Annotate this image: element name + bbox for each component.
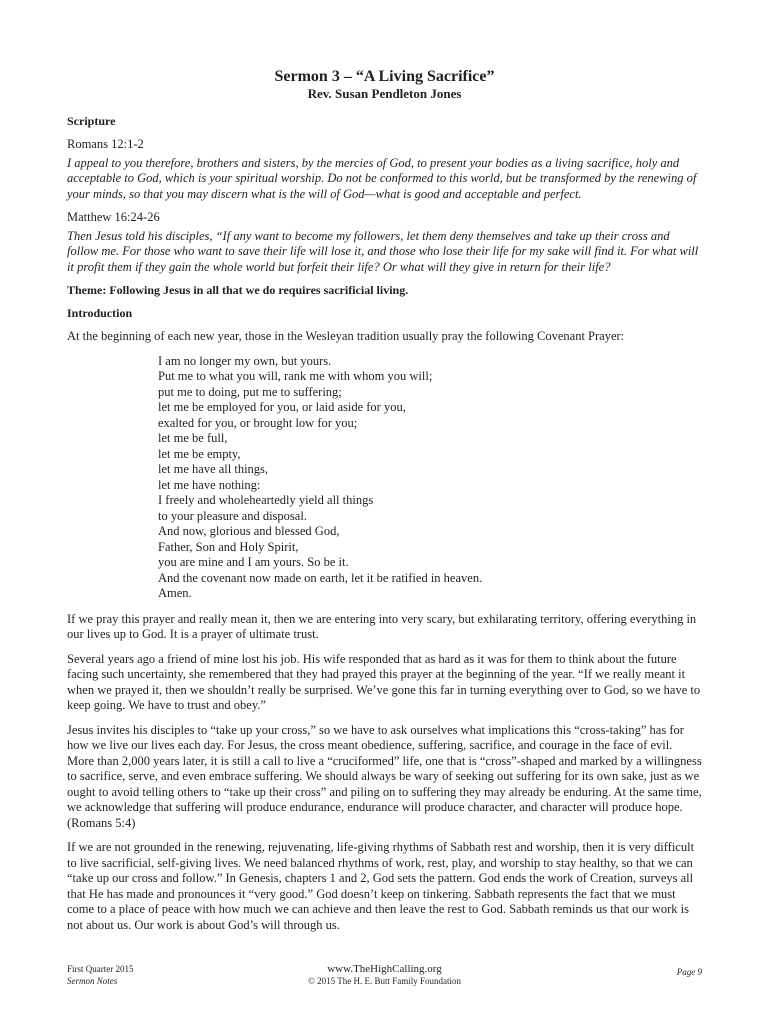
sermon-author: Rev. Susan Pendleton Jones xyxy=(307,86,462,101)
sermon-title: Sermon 3 – “A Living Sacrifice” xyxy=(274,68,495,85)
prayer-line: put me to doing, put me to suffering; xyxy=(158,384,342,399)
prayer-line: Father, Son and Holy Spirit, xyxy=(158,539,299,554)
prayer-line: let me have all things, xyxy=(158,462,269,476)
introduction-heading: Introduction xyxy=(67,306,133,320)
footer-center xyxy=(67,963,702,987)
footer-url-link[interactable]: www.TheHighCalling.org xyxy=(327,963,442,975)
page-footer xyxy=(67,963,702,993)
scripture-ref-romans: Romans 12:1-2 xyxy=(67,137,144,151)
scripture-heading: Scripture xyxy=(67,114,116,128)
footer-copyright: © 2015 The H. E. Butt Family Foundation xyxy=(308,976,461,986)
introduction-lead: At the beginning of each new year, those in the Wesleyan tradition usually pray the following Covenant Prayer: xyxy=(67,329,625,343)
prayer-line: And the covenant now made on earth, let it be ratified in heaven. xyxy=(158,570,483,585)
covenant-prayer xyxy=(158,354,702,602)
prayer-line: I am no longer my own, but yours. xyxy=(158,353,332,368)
prayer-line: to your pleasure and disposal. xyxy=(158,508,307,523)
footer-page-number: Page 9 xyxy=(676,967,702,977)
prayer-line: And now, glorious and blessed God, xyxy=(158,524,340,538)
prayer-line: you are mine and I am yours. So be it. xyxy=(158,555,349,569)
prayer-line: exalted for you, or brought low for you; xyxy=(158,415,358,430)
scripture-ref-matthew: Matthew 16:24-26 xyxy=(67,210,160,224)
prayer-line: Amen. xyxy=(158,586,192,600)
body-paragraph: If we are not grounded in the renewing, rejuvenating, life-giving rhythms of Sabbath rest and worship, then it is very difficult to live sacrificial, self-giving lives. We need balanced rhythms of work, rest, play, and worship to stay healthy, so that we can “take up our cross and follow.” In Genesis, chapters 1 and 2, God sets the pattern. God ends the work of Creation, surveys all that He has made and pronounces it “very good.” God doesn’t keep on tinkering. Sabbath represents the fact that we must come to a place of peace with how much we can achieve and then leave the rest to God. Sabbath reminds us that our work is not about us. Our work is about God’s will through us. xyxy=(67,840,695,932)
sermon-theme: Theme: Following Jesus in all that we do requires sacrificial living. xyxy=(67,283,409,297)
scripture-text-matthew: Then Jesus told his disciples, “If any want to become my followers, let them deny themselves and take up their cross and follow me. For those who want to save their life will lose it, and those who lose their life for my sake will find it. For what will it profit them if they gain the whole world but forfeit their life? Or what will they give in return for their life? xyxy=(67,228,699,274)
prayer-line: let me have nothing: xyxy=(158,477,261,492)
footer-quarter: First Quarter 2015 xyxy=(67,964,134,974)
body-paragraph: If we pray this prayer and really mean it, then we are entering into very scary, but exhilarating territory, offering everything in our lives up to God. It is a prayer of ultimate trust. xyxy=(67,611,697,641)
footer-series: Sermon Notes xyxy=(67,976,118,986)
prayer-line: I freely and wholeheartedly yield all things xyxy=(158,493,374,507)
body-paragraph: Jesus invites his disciples to “take up your cross,” so we have to ask ourselves what implications this “cross-taking” has for how we live our lives each day. For Jesus, the cross meant obedience, suffering, sacrifice, and courage in the face of evil. More than 2,000 years later, it is still a call to live a “cruciformed” life, one that is “cross”-shaped and marked by a willingness to sacrifice, serve, and even embrace suffering. We should always be wary of seeking out suffering for its own sake, just as we ought to avoid telling others to “take up their cross” and piling on to suffering they may already be enduring. At the same time, we acknowledge that suffering will produce endurance, endurance will produce character, and character will produce hope. (Romans 5:4) xyxy=(67,722,702,830)
body-paragraph: Several years ago a friend of mine lost his job. His wife responded that as hard as it was for them to think about the future facing such uncertainty, she remembered that they had prayed this prayer at the beginning of the year. “If we really meant it when we prayed it, then we shouldn’t really be surprised. We’ve gone this far in turning everything over to God, so we have to keep going. We have to trust and obey.” xyxy=(67,651,701,712)
prayer-line: let me be full, xyxy=(158,431,228,445)
scripture-text-romans: I appeal to you therefore, brothers and sisters, by the mercies of God, to present your bodies as a living sacrifice, holy and acceptable to God, which is your spiritual worship. Do not be conformed to this world, but be transformed by the renewing of your minds, so that you may discern what is the will of God—what is good and acceptable and perfect. xyxy=(67,155,697,201)
prayer-line: Put me to what you will, rank me with whom you will; xyxy=(158,369,433,383)
prayer-line: let me be empty, xyxy=(158,446,241,461)
prayer-line: let me be employed for you, or laid aside for you, xyxy=(158,400,406,414)
page-content xyxy=(67,68,702,933)
